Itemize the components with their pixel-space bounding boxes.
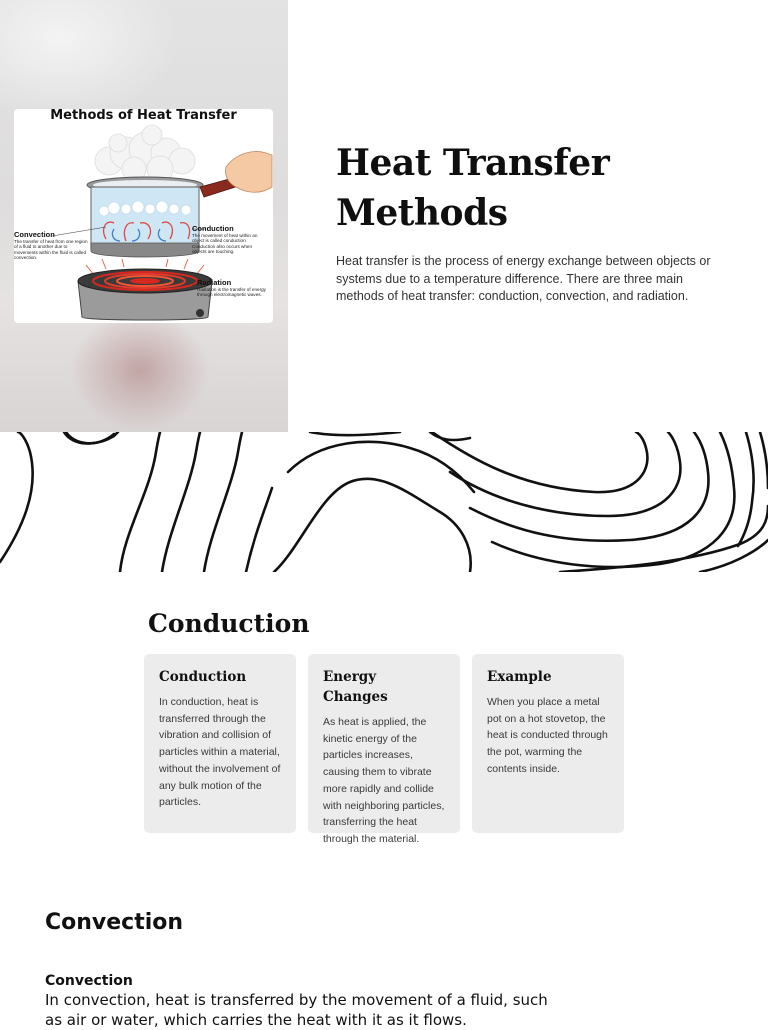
card-heading: Example <box>487 669 552 685</box>
conduction-callout-label: Conduction <box>192 224 234 233</box>
card-conduction <box>144 654 296 833</box>
card-example <box>472 654 624 833</box>
card-text: When you place a metal pot on a hot stovetop, the heat is conducted through the pot, warming the contents inside. <box>487 696 608 775</box>
convection-section-title: Convection <box>45 910 184 935</box>
illustration-title: Methods of Heat Transfer <box>50 109 237 123</box>
hero-image-panel <box>0 0 288 432</box>
card-heading: Conduction <box>159 669 247 685</box>
topographic-lines-banner <box>0 432 768 572</box>
card-energy-changes <box>308 654 460 845</box>
heat-transfer-illustration <box>14 109 273 323</box>
convection-callout <box>14 231 90 261</box>
card-text: In conduction, heat is transferred through the vibration and collision of particles within a material, without the involvement of any bulk motion of the particles. <box>159 696 281 809</box>
card-heading: Energy Changes <box>323 669 388 705</box>
convection-callout-label: Convection <box>14 230 55 239</box>
hero-description: Heat transfer is the process of energy exchange between objects or systems due to a temperature difference. There are three main methods of heat transfer: conduction, convection, and radiation. <box>336 254 711 303</box>
conduction-section-title: Conduction <box>148 609 310 638</box>
radiation-callout <box>197 279 269 298</box>
radiation-callout-label: Radiation <box>197 278 232 287</box>
page-title: Heat Transfer Methods <box>336 142 610 234</box>
card-text: As heat is applied, the kinetic energy of the particles increases, causing them to vibrate more rapidly and collide with neighboring particles, transferring the heat through the material. <box>323 716 445 845</box>
conduction-callout <box>192 225 266 255</box>
convection-subheading: Convection <box>45 973 133 989</box>
convection-callout-desc: The transfer of heat from one region of a fluid to another due to movements within the fluid is called convection. <box>14 239 88 261</box>
convection-text: In convection, heat is transferred by the movement of a fluid, such as air or water, which carries the heat with it as it flows. <box>45 991 548 1029</box>
radiation-callout-desc: Radiation is the transfer of energy through electromagnetic waves. <box>197 287 266 298</box>
conduction-callout-desc: The movement of heat within an object is called conduction. Conduction also occurs when objects are touching. <box>192 233 258 255</box>
